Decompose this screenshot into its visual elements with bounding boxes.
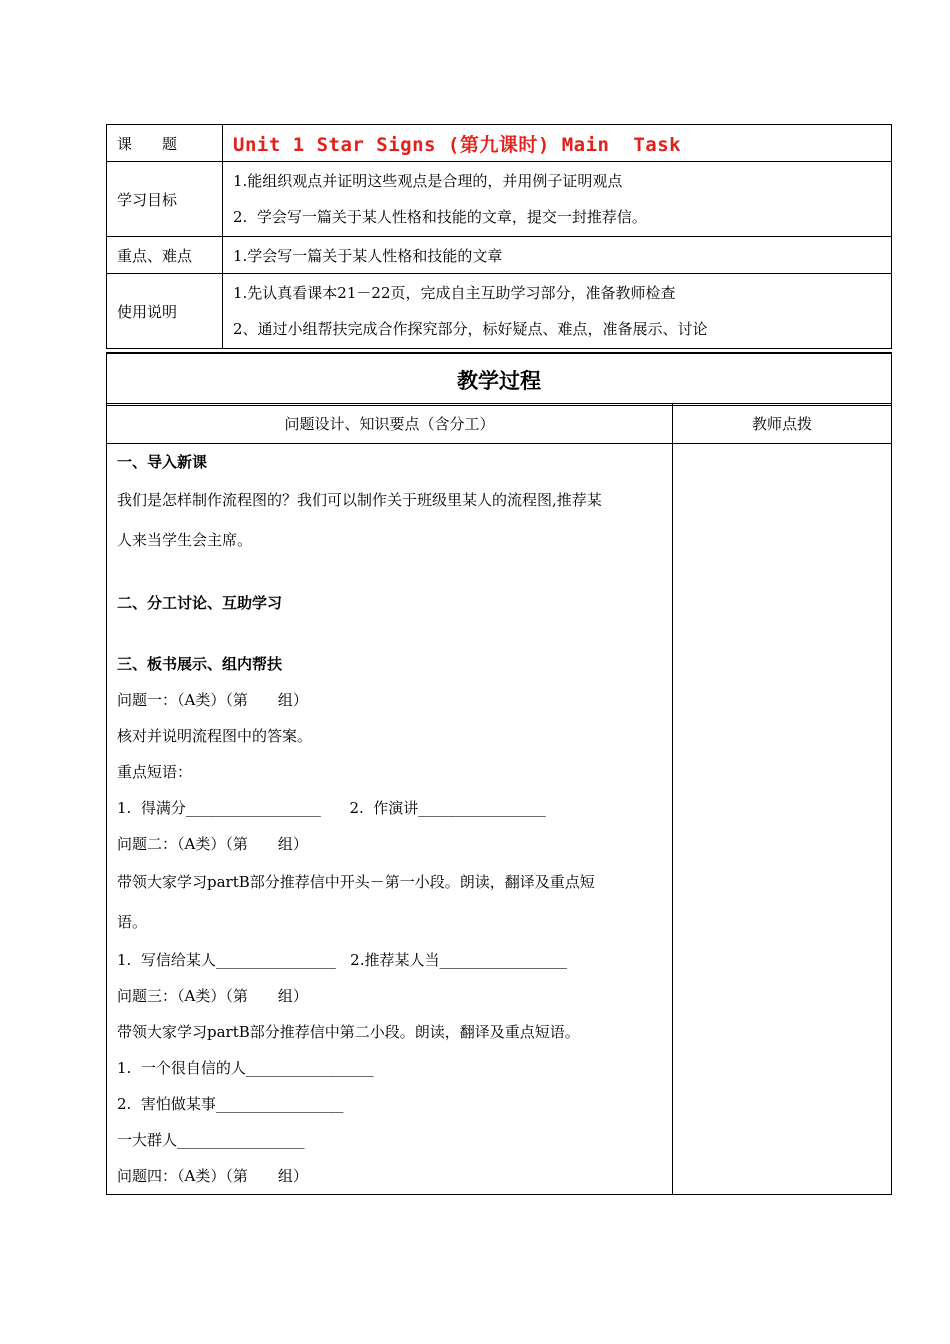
column-header-questions: 问题设计、知识要点（含分工） <box>107 404 673 444</box>
goal-line: 2. 学会写一篇关于某人性格和技能的文章，提交一封推荐信。 <box>233 208 647 226</box>
paragraph: 我们是怎样制作流程图的？我们可以制作关于班级里某人的流程图,推荐某 <box>117 491 602 509</box>
section-heading: 三、板书展示、组内帮扶 <box>117 655 283 673</box>
key-points-label: 重点、难点 <box>107 237 223 274</box>
instructions-row <box>107 274 892 349</box>
question-heading: 问题三：（A类）（第 组） <box>117 987 308 1005</box>
title-label: 课 题 <box>107 125 223 162</box>
phrase-blank: 1. 一个很自信的人_________________ <box>117 1059 374 1077</box>
lesson-title: Unit 1 Star Signs (第九课时) Main Task <box>233 133 682 156</box>
instructions-cell <box>223 274 892 349</box>
questions-cell <box>107 444 673 1195</box>
section-heading: 二、分工讨论、互助学习 <box>117 594 283 612</box>
goals-cell <box>223 162 892 237</box>
process-table <box>106 403 892 1195</box>
phrase-blank: 一大群人_________________ <box>117 1131 305 1149</box>
paragraph: 语。 <box>117 913 148 931</box>
section-heading: 一、导入新课 <box>117 453 208 471</box>
process-heading: 教学过程 <box>106 352 892 406</box>
process-header-row <box>107 404 892 444</box>
paragraph: 带领大家学习partB部分推荐信中第二小段。朗读，翻译及重点短语。 <box>117 1023 580 1041</box>
question-heading: 问题一：（A类）（第 组） <box>117 691 308 709</box>
instruction-line: 2、通过小组帮扶完成合作探究部分，标好疑点、难点，准备展示、讨论 <box>233 320 708 338</box>
question-heading: 问题二：（A类）（第 组） <box>117 835 308 853</box>
phrase-blank: 2. 害怕做某事_________________ <box>117 1095 344 1113</box>
phrases-label: 重点短语： <box>117 763 193 781</box>
instructions-label: 使用说明 <box>107 274 223 349</box>
phrase-blanks: 1. 写信给某人________________ 2.推荐某人当_________________ <box>117 951 567 969</box>
phrase-blanks: 1. 得满分__________________ 2. 作演讲_________________ <box>117 799 546 817</box>
key-points-value: 1.学会写一篇关于某人性格和技能的文章 <box>223 237 892 274</box>
column-header-teacher-notes: 教师点拨 <box>673 404 892 444</box>
process-content-row <box>107 444 892 1195</box>
key-points-row <box>107 237 892 274</box>
learning-goals-row <box>107 162 892 237</box>
paragraph: 核对并说明流程图中的答案。 <box>117 727 313 745</box>
lesson-title-row <box>107 125 892 162</box>
lesson-info-table <box>106 124 892 349</box>
paragraph: 人来当学生会主席。 <box>117 531 253 549</box>
instruction-line: 1.先认真看课本21－22页，完成自主互助学习部分，准备教师检查 <box>233 284 676 302</box>
lesson-title-cell <box>223 125 892 162</box>
question-heading: 问题四：（A类）（第 组） <box>117 1167 308 1185</box>
goal-line: 1.能组织观点并证明这些观点是合理的，并用例子证明观点 <box>233 172 623 190</box>
paragraph: 带领大家学习partB部分推荐信中开头－第一小段。朗读，翻译及重点短 <box>117 873 595 891</box>
teacher-notes-cell <box>673 444 892 1195</box>
goals-label: 学习目标 <box>107 162 223 237</box>
